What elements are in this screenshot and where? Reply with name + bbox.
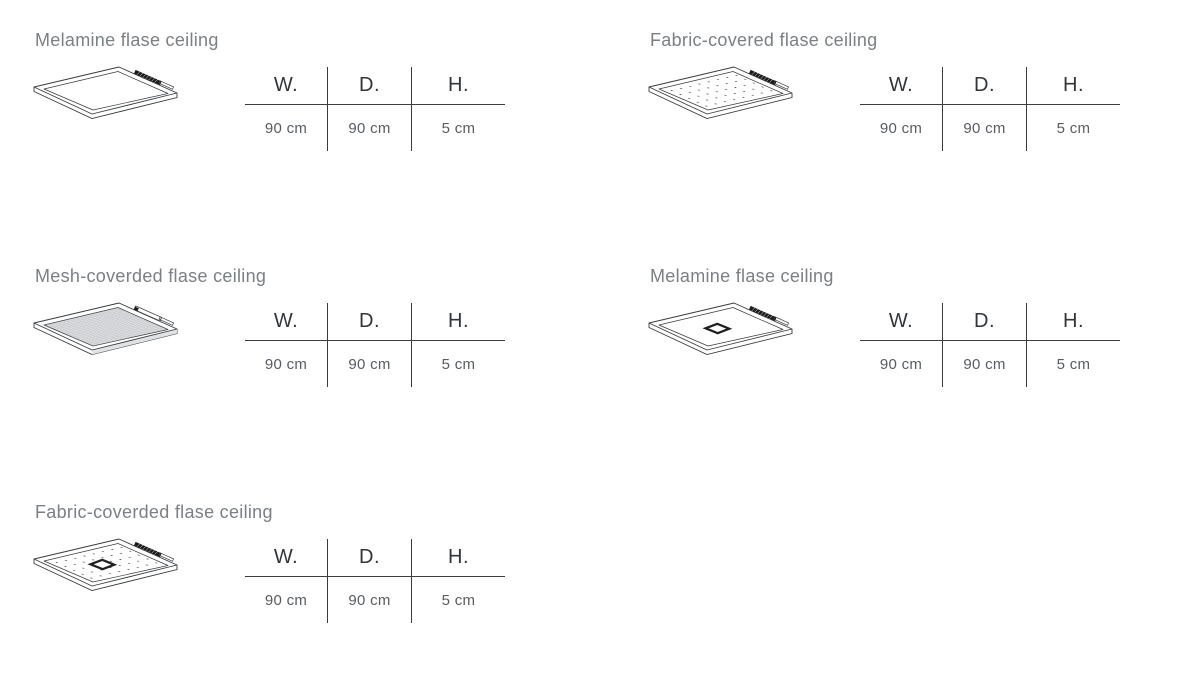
dim-header-width: W. (245, 67, 328, 105)
dimensions-table (245, 303, 505, 387)
product-section-melamine-1 (25, 30, 545, 220)
product-title: Melamine flase ceiling (650, 266, 834, 286)
dotted-panel-icon (640, 60, 810, 150)
dim-value-depth: 90 cm (943, 341, 1027, 387)
dim-header-depth: D. (328, 303, 412, 341)
dimensions-table (245, 67, 505, 151)
dim-value-height: 5 cm (1056, 355, 1091, 373)
dim-value-depth: 90 cm (943, 105, 1027, 151)
dim-value-height: 5 cm (441, 591, 476, 609)
dim-value-width: 90 cm (860, 105, 943, 151)
dim-header-width: W. (245, 539, 328, 577)
cutout-panel-icon (640, 296, 810, 386)
dimensions-table (245, 539, 505, 623)
dim-value-width: 90 cm (860, 341, 943, 387)
dim-value-height: 5 cm (441, 119, 476, 137)
dim-header-depth: D. (943, 67, 1027, 105)
dim-value-depth: 90 cm (328, 577, 412, 623)
dim-header-width: W. (860, 67, 943, 105)
product-title: Mesh-coverded flase ceiling (35, 266, 267, 286)
dim-header-height: H. (412, 67, 505, 105)
dim-header-depth: D. (328, 67, 412, 105)
dim-value-depth: 90 cm (328, 105, 412, 151)
product-section-fabric-covered (640, 30, 1160, 220)
dim-value-width: 90 cm (245, 341, 328, 387)
dim-header-height: H. (1027, 303, 1120, 341)
dimensions-table (860, 303, 1120, 387)
plain-panel-icon (25, 60, 195, 150)
product-section-fabric-coverded (25, 502, 545, 677)
dim-header-height: H. (1027, 67, 1120, 105)
dotted-cutout-panel-icon (25, 532, 195, 622)
dim-header-height: H. (412, 303, 505, 341)
dim-header-depth: D. (943, 303, 1027, 341)
dim-header-depth: D. (328, 539, 412, 577)
dim-value-width: 90 cm (245, 577, 328, 623)
dim-header-height: H. (412, 539, 505, 577)
dim-value-height: 5 cm (441, 355, 476, 373)
product-section-melamine-2 (640, 266, 1160, 456)
product-title: Melamine flase ceiling (35, 30, 219, 50)
product-title: Fabric-coverded flase ceiling (35, 502, 273, 522)
dim-value-height: 5 cm (1056, 119, 1091, 137)
product-title: Fabric-covered flase ceiling (650, 30, 878, 50)
mesh-panel-icon (25, 296, 195, 386)
dim-header-width: W. (860, 303, 943, 341)
dim-value-depth: 90 cm (328, 341, 412, 387)
dimensions-table (860, 67, 1120, 151)
product-section-mesh-coverded (25, 266, 545, 456)
dim-header-width: W. (245, 303, 328, 341)
dim-value-width: 90 cm (245, 105, 328, 151)
